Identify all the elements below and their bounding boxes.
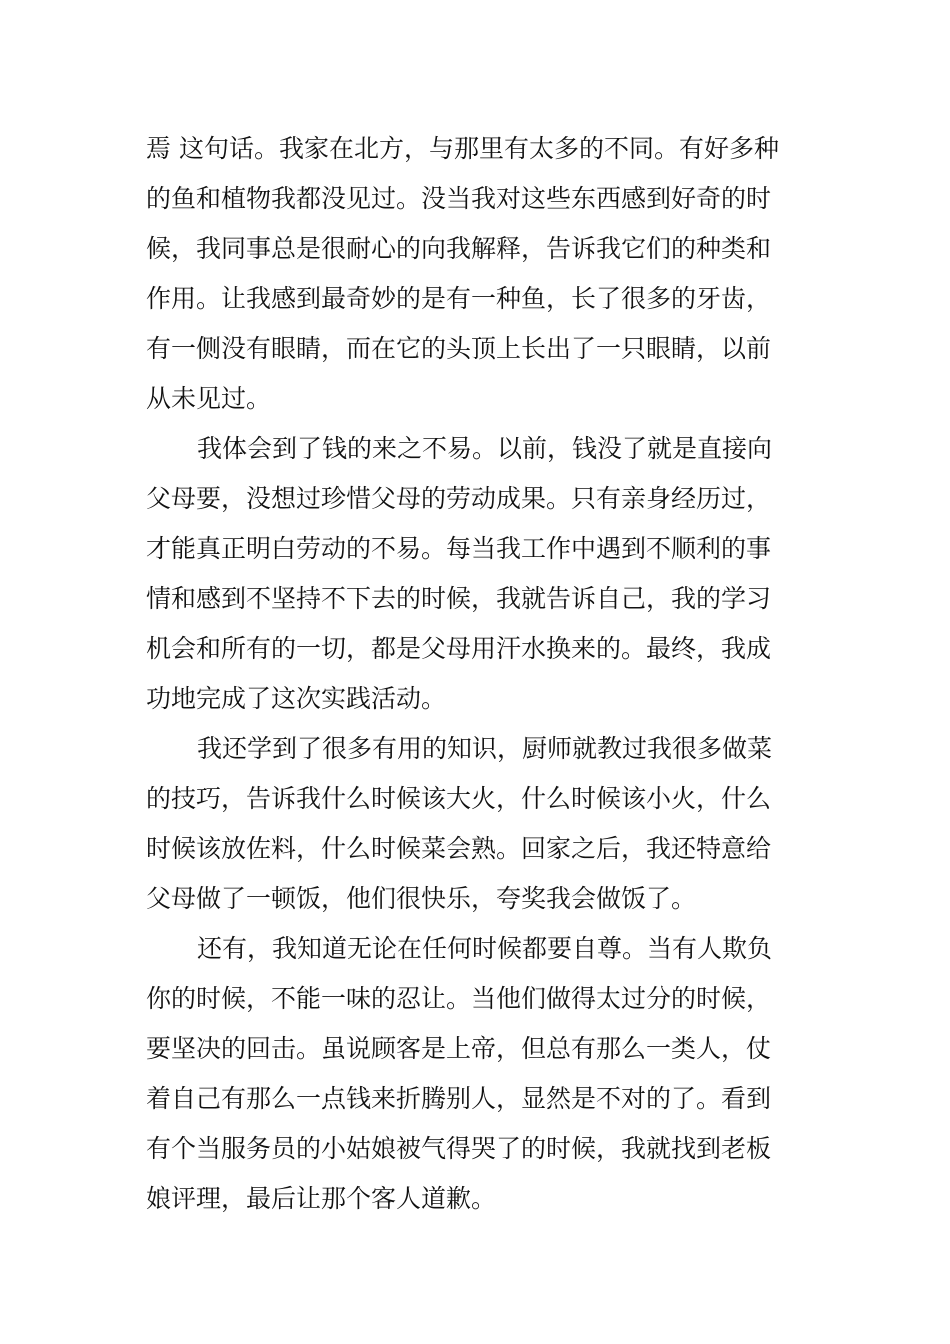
- text-line-indented: 还有，我知道无论在任何时候都要自尊。当有人欺负: [197, 934, 773, 963]
- text-line: 父母要，没想过珍惜父母的劳动成果。只有亲身经历过，: [146, 484, 772, 513]
- text-line: 才能真正明白劳动的不易。每当我工作中遇到不顺利的事: [146, 534, 772, 563]
- text-line-indented: 我体会到了钱的来之不易。以前，钱没了就是直接向: [197, 434, 773, 463]
- text-line: 有个当服务员的小姑娘被气得哭了的时候，我就找到老板: [146, 1134, 772, 1163]
- text-line: 娘评理，最后让那个客人道歉。: [146, 1184, 497, 1213]
- text-line: 从未见过。: [146, 384, 272, 413]
- text-line-indented: 我还学到了很多有用的知识，厨师就教过我很多做菜: [197, 734, 773, 763]
- text-line: 候，我同事总是很耐心的向我解释，告诉我它们的种类和: [146, 234, 772, 263]
- text-line: 你的时候，不能一味的忍让。当他们做得太过分的时候，: [146, 984, 772, 1013]
- paragraph: [146, 724, 810, 924]
- text-line: 时候该放佐料，什么时候菜会熟。回家之后，我还特意给: [146, 834, 772, 863]
- text-line: 功地完成了这次实践活动。: [146, 684, 447, 713]
- paragraph: [146, 424, 810, 724]
- paragraph: [146, 924, 810, 1224]
- text-line: 的技巧，告诉我什么时候该大火，什么时候该小火，什么: [146, 784, 772, 813]
- text-line: 焉 这句话。我家在北方，与那里有太多的不同。有好多种: [146, 134, 779, 163]
- text-line: 父母做了一顿饭，他们很快乐，夸奖我会做饭了。: [146, 884, 697, 913]
- text-line: 情和感到不坚持不下去的时候，我就告诉自己，我的学习: [146, 584, 772, 613]
- text-line: 着自己有那么一点钱来折腾别人，显然是不对的了。看到: [146, 1084, 772, 1113]
- text-line: 机会和所有的一切，都是父母用汗水换来的。最终，我成: [146, 634, 772, 663]
- text-line: 的鱼和植物我都没见过。没当我对这些东西感到好奇的时: [146, 184, 772, 213]
- text-line: 作用。让我感到最奇妙的是有一种鱼，长了很多的牙齿，: [146, 284, 772, 313]
- text-line: 要坚决的回击。虽说顾客是上帝，但总有那么一类人，仗: [146, 1034, 772, 1063]
- paragraph: [146, 124, 810, 424]
- text-line: 有一侧没有眼睛，而在它的头顶上长出了一只眼睛，以前: [146, 334, 772, 363]
- document-body: [146, 124, 810, 1224]
